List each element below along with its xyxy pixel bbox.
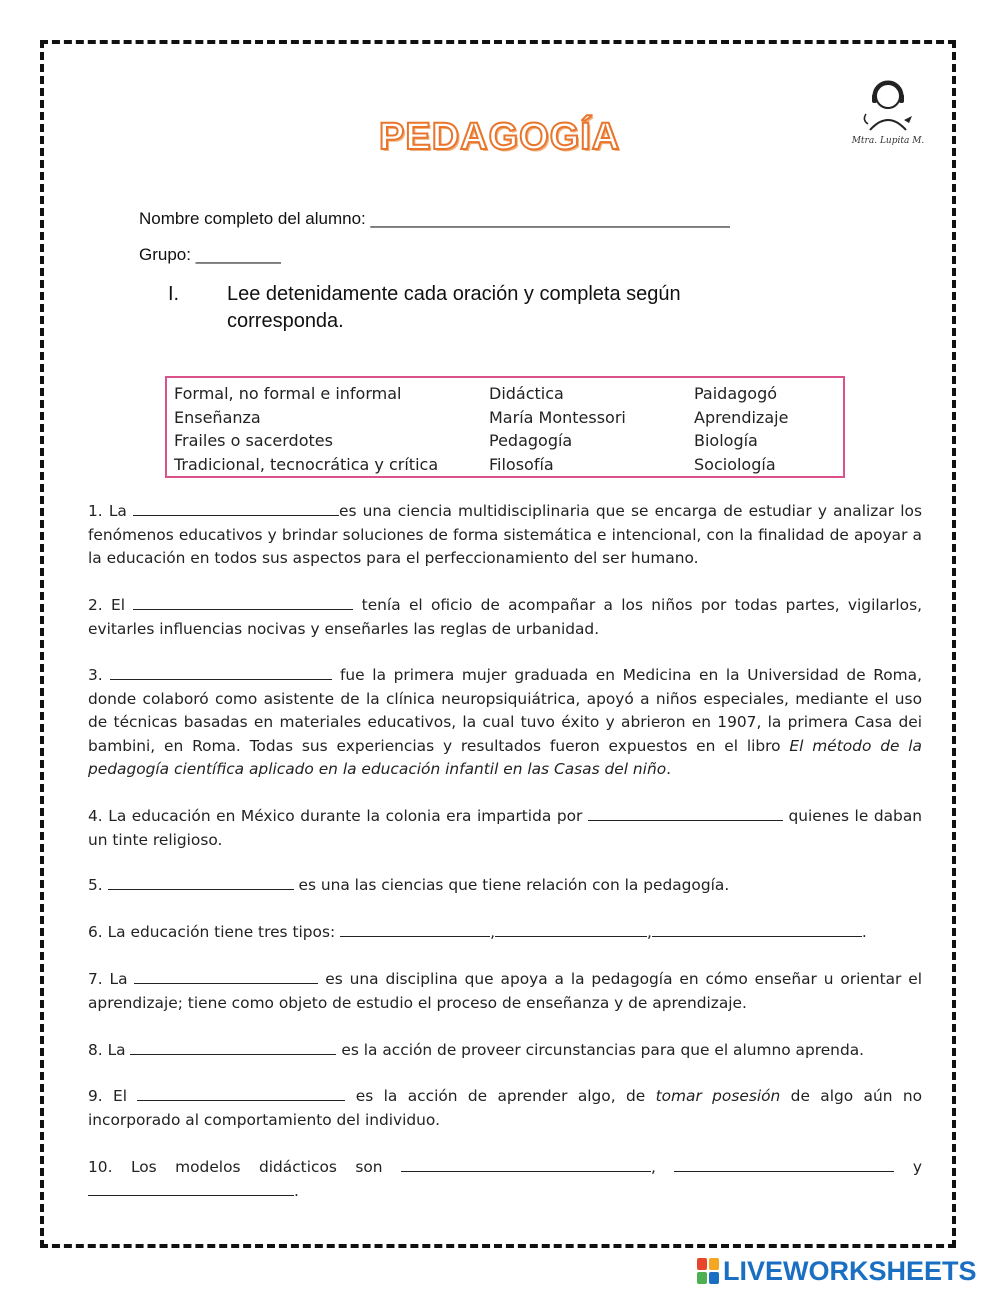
answer-blank-5[interactable] — [108, 874, 294, 890]
word-bank-item: Pedagogía — [489, 431, 573, 450]
word-bank-item: María Montessori — [489, 407, 626, 427]
liveworksheets-brand: LIVEWORKSHEETS — [723, 1255, 977, 1286]
answer-blank-9[interactable] — [137, 1085, 345, 1101]
answer-blank-6a[interactable] — [340, 921, 490, 937]
instruction-text: Lee detenidamente cada oración y completa según corresponda. — [227, 283, 681, 332]
word-bank — [165, 376, 845, 478]
question-2: 2. El tenía el oficio de acompañar a los niños por todas partes, vigilarlos, evitarles influencias nocivas y enseñarles las reglas de urbanidad. — [88, 596, 922, 638]
answer-blank-10c[interactable] — [88, 1180, 294, 1196]
question-9: 9. El es la acción de aprender algo, de tomar posesión de algo aún no incorporado al comportamiento del individuo. — [88, 1087, 923, 1129]
word-bank-column-1 — [174, 382, 438, 476]
student-name-field[interactable]: Nombre completo del alumno: ______________________________________ — [139, 209, 730, 228]
word-bank-item: Paidagogó — [694, 384, 778, 403]
page-title: PEDAGOGÍA — [379, 116, 621, 158]
teacher-signature: Mtra. Lupita M. — [851, 136, 925, 146]
question-8: 8. La es la acción de proveer circunstancias para que el alumno aprenda. — [88, 1041, 865, 1059]
answer-blank-10a[interactable] — [401, 1156, 651, 1172]
word-bank-item: Formal, no formal e informal — [174, 384, 402, 403]
word-bank-item: Enseñanza — [174, 407, 261, 427]
word-bank-item: Aprendizaje — [694, 407, 789, 427]
question-5: 5. es una las ciencias que tiene relación con la pedagogía. — [88, 876, 730, 894]
teacher-logo — [840, 74, 936, 154]
answer-blank-8[interactable] — [130, 1039, 336, 1055]
question-3: 3. fue la primera mujer graduada en Medicina en la Universidad de Roma, donde colaboró como asistente de la clínica neuropsiquiátrica, apoyó a niños especiales, mediante el uso de técnicas basadas en materiales educativos, la cual tuvo éxito y abrieron en 1907, la primera Casa dei bambini, en Roma. Todas sus experiencias y resultados fueron expuestos en el libro El método de la pedagogía científica aplicado en la educación infantil en las Casas del niño. — [88, 666, 922, 778]
word-bank-item: Frailes o sacerdotes — [174, 431, 333, 450]
word-bank-column-3 — [694, 382, 788, 476]
answer-blank-1[interactable] — [133, 500, 339, 516]
question-6: 6. La educación tiene tres tipos: , , . — [88, 923, 867, 941]
question-7: 7. La es una disciplina que apoya a la pedagogía en cómo enseñar u orientar el aprendizaje; tiene como objeto de estudio el proceso de enseñanza y de aprendizaje. — [88, 970, 922, 1012]
question-4: 4. La educación en México durante la colonia era impartida por quienes le daban un tinte religioso. — [88, 807, 923, 849]
headset-avatar-icon — [840, 74, 936, 136]
answer-blank-4[interactable] — [588, 805, 783, 821]
answer-blank-7[interactable] — [134, 968, 318, 984]
answer-blank-6c[interactable] — [652, 921, 862, 937]
answer-blank-6b[interactable] — [495, 921, 647, 937]
liveworksheets-logo-icon — [697, 1258, 719, 1284]
group-field[interactable]: Grupo: _________ — [139, 245, 281, 264]
liveworksheets-footer — [697, 1255, 977, 1287]
word-bank-item: Tradicional, tecnocrática y crítica — [174, 454, 439, 474]
question-1: 1. La es una ciencia multidisciplinaria que se encarga de estudiar y analizar los fenómenos educativos y brindar soluciones de forma sistemática e intencional, con la finalidad de apoyar a la educación en todos sus aspectos para el perfeccionamiento del ser humano. — [88, 502, 922, 567]
word-bank-item: Filosofía — [489, 454, 554, 474]
answer-blank-2[interactable] — [133, 594, 353, 610]
word-bank-item: Sociología — [694, 454, 776, 474]
answer-blank-3[interactable] — [110, 664, 332, 680]
word-bank-item: Biología — [694, 431, 758, 450]
answer-blank-10b[interactable] — [674, 1156, 894, 1172]
word-bank-column-2 — [489, 382, 626, 476]
question-10: 10. Los modelos didácticos son , y . — [88, 1158, 922, 1200]
instruction-number: I. — [168, 283, 180, 305]
word-bank-item: Didáctica — [489, 384, 564, 403]
